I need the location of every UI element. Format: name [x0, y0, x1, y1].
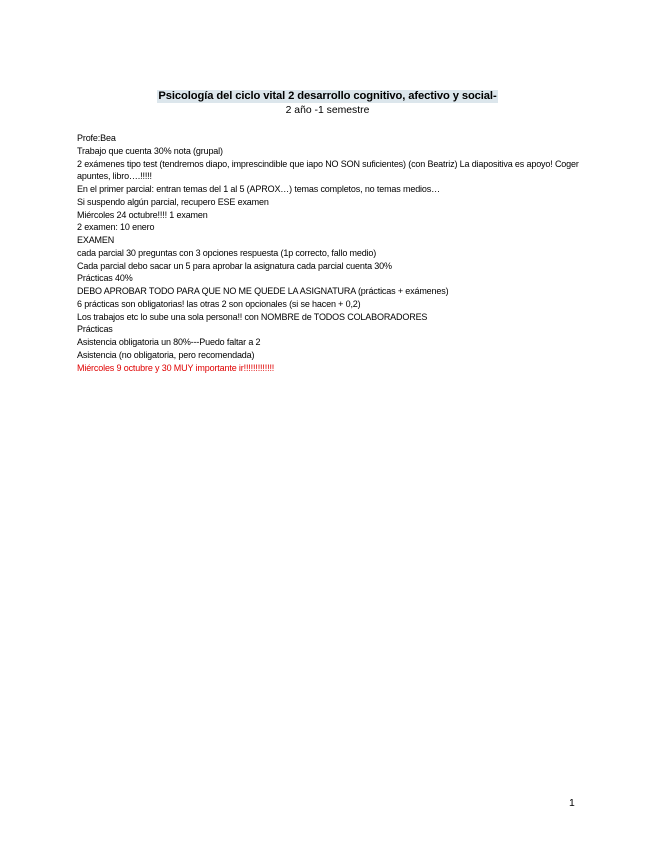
document-title: Psicología del ciclo vital 2 desarrollo cognitivo, afectivo y social- [158, 90, 497, 102]
note-line: Prácticas [77, 324, 113, 335]
note-line: Si suspendo algún parcial, recupero ESE examen [77, 196, 269, 207]
note-line: Asistencia (no obligatoria, pero recomendada) [77, 349, 255, 360]
note-line: Profe:Bea [77, 133, 116, 143]
note-line: Trabajo que cuenta 30% nota (grupal) [77, 145, 223, 156]
note-line: Los trabajos etc lo sube una sola persona!! con NOMBRE de TODOS COLABORADORES [77, 311, 428, 322]
title-container [0, 86, 655, 104]
note-line: Asistencia obligatoria un 80%---Puedo faltar a 2 [77, 337, 261, 347]
page-number: 1 [569, 798, 575, 809]
note-line: EXAMEN [77, 235, 115, 245]
note-line: 6 prácticas son obligatorias! las otras 2 son opcionales (si se hacen + 0,2) [77, 298, 361, 309]
note-line: 2 exámenes tipo test (tendremos diapo, imprescindible que iapo NO SON suficientes) (con Beatriz) La diapositiva es apoyo! Coger apuntes, libro….!!!!! [77, 158, 579, 182]
document-subtitle: 2 año -1 semestre [285, 105, 370, 116]
note-line: 2 examen: 10 enero [77, 222, 155, 233]
note-line: Miércoles 24 octubre!!!! 1 examen [77, 209, 208, 220]
note-line: cada parcial 30 preguntas con 3 opciones respuesta (1p correcto, fallo medio) [77, 247, 377, 258]
note-line: DEBO APROBAR TODO PARA QUE NO ME QUEDE LA ASIGNATURA (prácticas + exámenes) [77, 286, 449, 296]
note-line: En el primer parcial: entran temas del 1 al 5 (APROX…) temas completos, no temas medios… [77, 184, 440, 194]
important-note-line: Miércoles 9 octubre y 30 MUY importante ir!!!!!!!!!!!!! [77, 362, 275, 373]
document-body [77, 132, 587, 374]
note-line: Prácticas 40% [77, 273, 133, 284]
note-line: Cada parcial debo sacar un 5 para aprobar la asignatura cada parcial cuenta 30% [77, 260, 392, 271]
